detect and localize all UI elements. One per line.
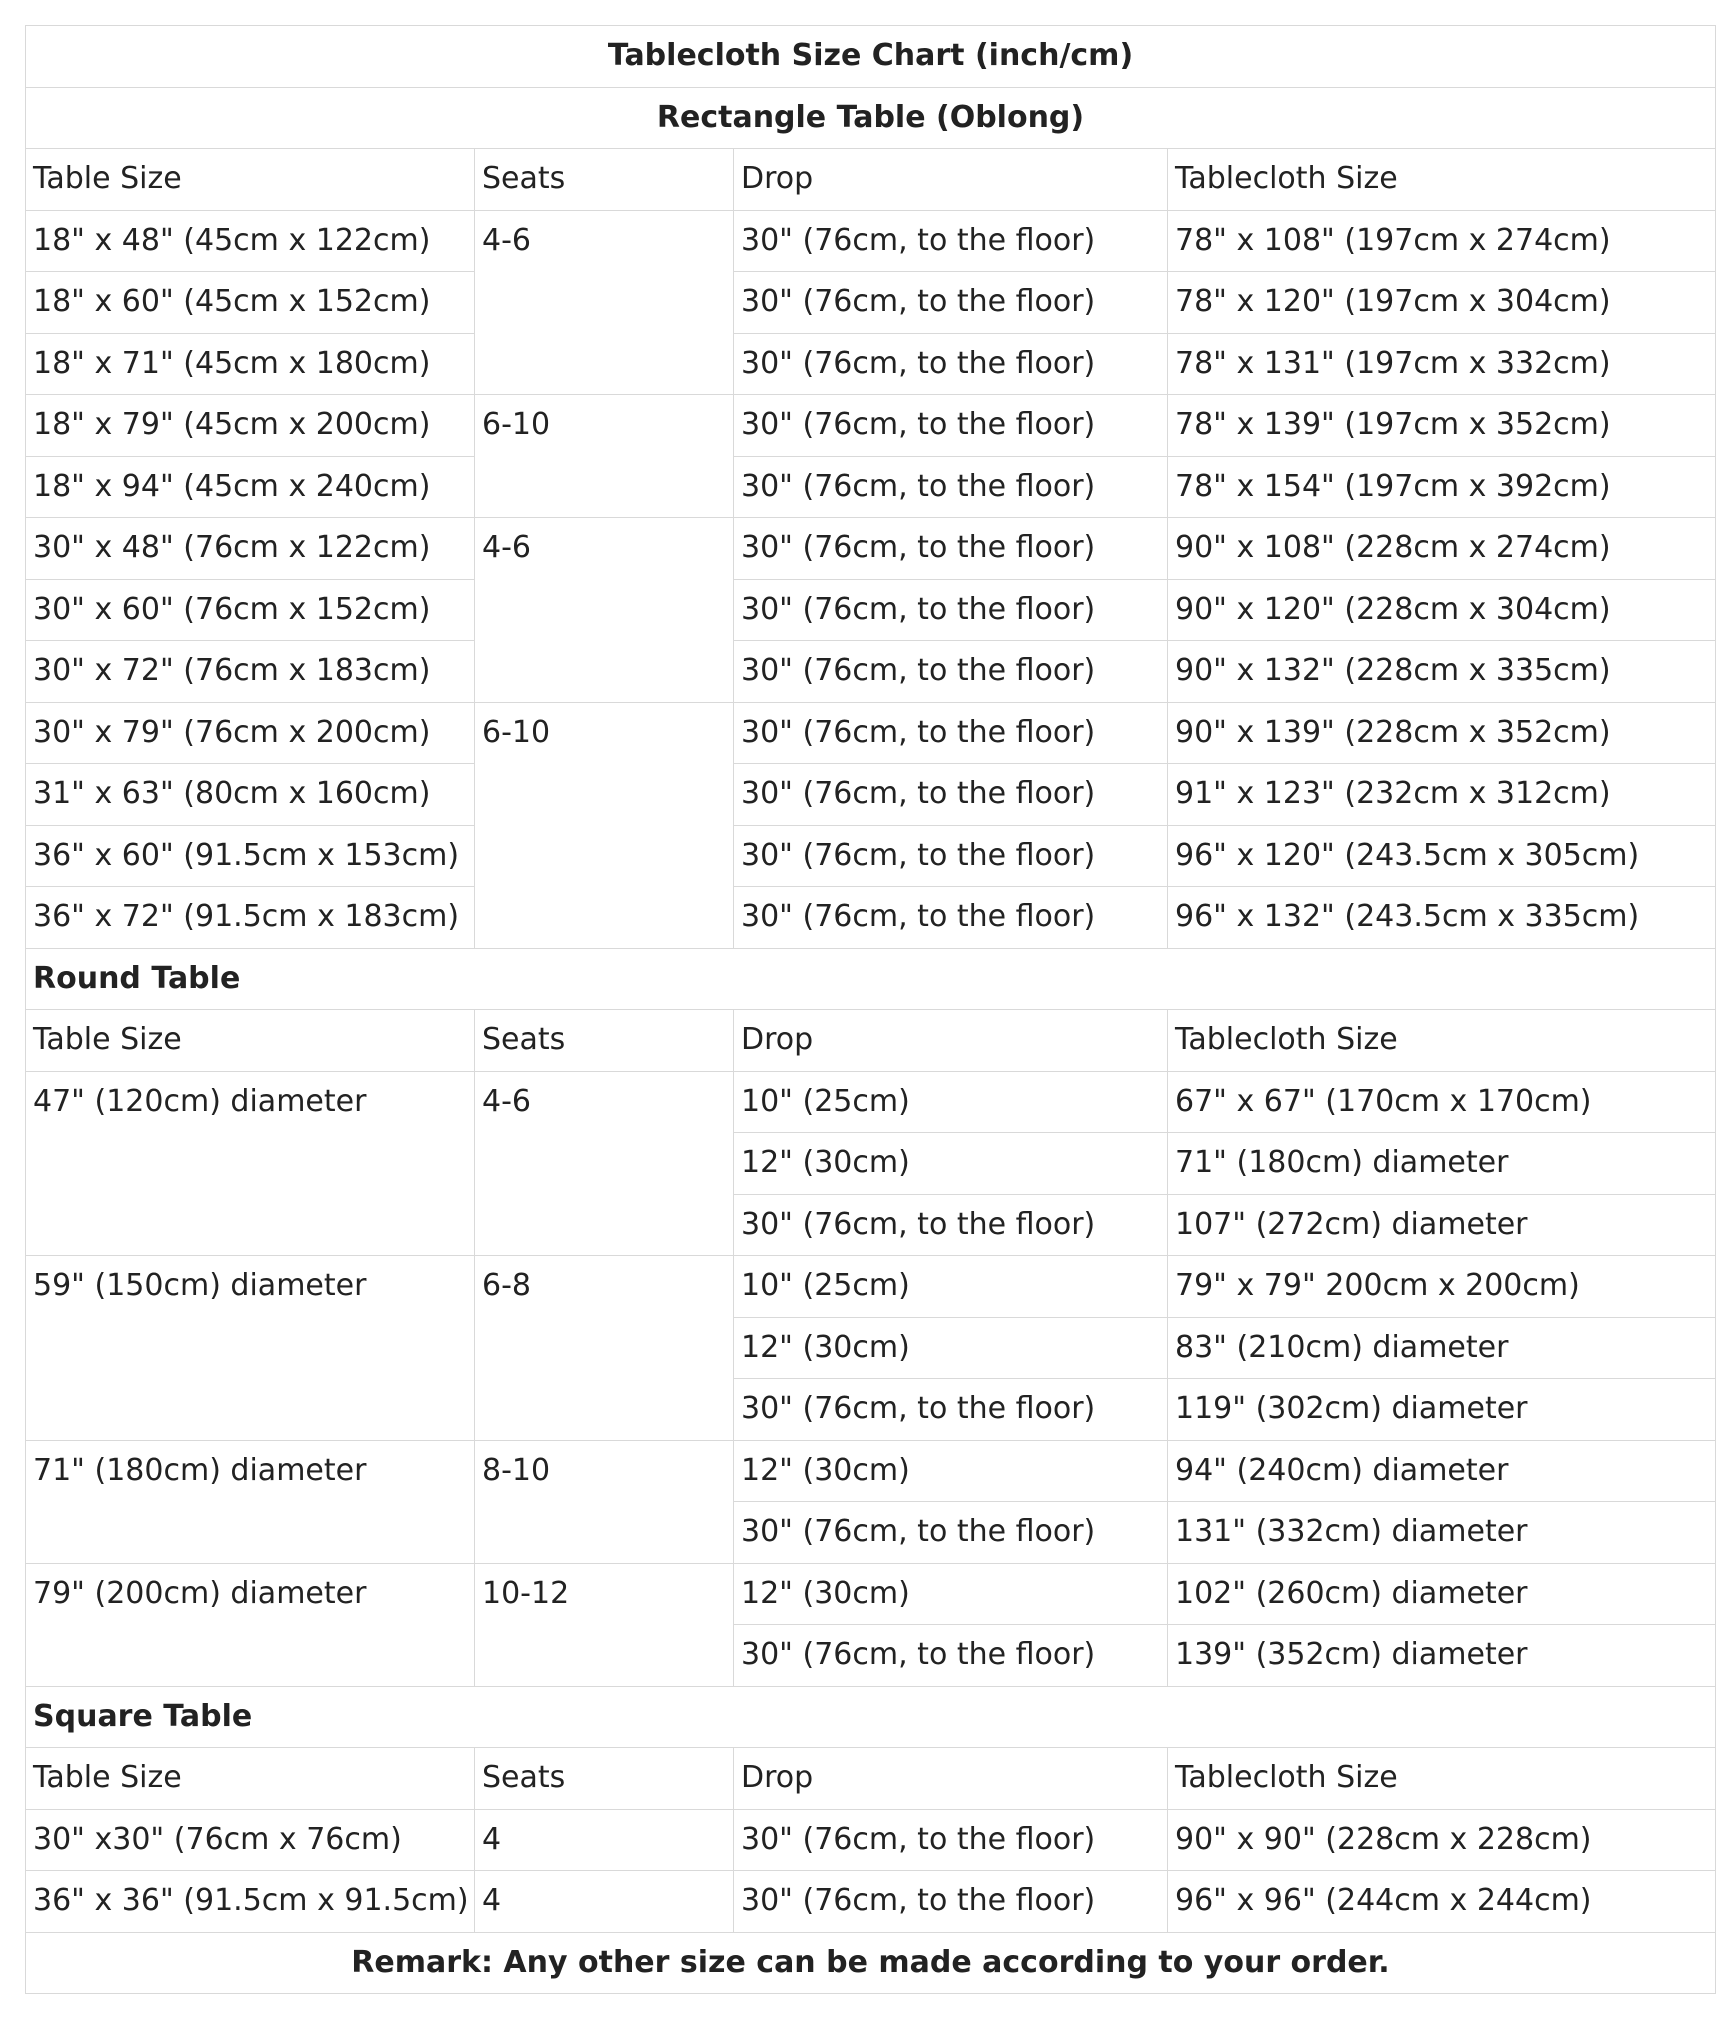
table-row [26, 641, 1716, 703]
drop-cell: 30" (76cm, to the floor) [734, 1502, 1168, 1564]
drop-cell: 30" (76cm, to the floor) [734, 1194, 1168, 1256]
table-row [26, 1256, 1716, 1318]
tablecloth-size-cell: 94" (240cm) diameter [1168, 1440, 1716, 1502]
tablecloth-size-cell: 78" x 139" (197cm x 352cm) [1168, 395, 1716, 457]
header-row [26, 1010, 1716, 1072]
section-row-square [26, 1686, 1716, 1748]
table-row [26, 272, 1716, 334]
drop-cell: 30" (76cm, to the floor) [734, 764, 1168, 826]
column-header-tablecloth-size: Tablecloth Size [1168, 149, 1716, 211]
table-row [26, 579, 1716, 641]
table-row [26, 1563, 1716, 1625]
drop-cell: 30" (76cm, to the floor) [734, 210, 1168, 272]
tablecloth-size-cell: 90" x 120" (228cm x 304cm) [1168, 579, 1716, 641]
section-row-rectangle [26, 87, 1716, 149]
drop-cell: 12" (30cm) [734, 1317, 1168, 1379]
column-header-seats: Seats [475, 1010, 734, 1072]
seats-cell: 6-8 [475, 1256, 734, 1441]
table-size-cell: 18" x 48" (45cm x 122cm) [26, 210, 475, 272]
seats-cell: 4 [475, 1809, 734, 1871]
drop-cell: 30" (76cm, to the floor) [734, 272, 1168, 334]
drop-cell: 30" (76cm, to the floor) [734, 1379, 1168, 1441]
seats-cell: 6-10 [475, 702, 734, 948]
table-size-cell: 30" x30" (76cm x 76cm) [26, 1809, 475, 1871]
drop-cell: 30" (76cm, to the floor) [734, 1809, 1168, 1871]
seats-cell: 4-6 [475, 518, 734, 703]
tablecloth-size-cell: 79" x 79" 200cm x 200cm) [1168, 1256, 1716, 1318]
drop-cell: 12" (30cm) [734, 1133, 1168, 1195]
seats-cell: 6-10 [475, 395, 734, 518]
tablecloth-size-cell: 139" (352cm) diameter [1168, 1625, 1716, 1687]
column-header-drop: Drop [734, 1748, 1168, 1810]
tablecloth-size-cell: 67" x 67" (170cm x 170cm) [1168, 1071, 1716, 1133]
tablecloth-size-cell: 91" x 123" (232cm x 312cm) [1168, 764, 1716, 826]
column-header-table-size: Table Size [26, 149, 475, 211]
table-row [26, 518, 1716, 580]
column-header-table-size: Table Size [26, 1010, 475, 1072]
drop-cell: 30" (76cm, to the floor) [734, 825, 1168, 887]
header-row [26, 149, 1716, 211]
table-size-cell: 30" x 48" (76cm x 122cm) [26, 518, 475, 580]
tablecloth-size-cell: 90" x 132" (228cm x 335cm) [1168, 641, 1716, 703]
tablecloth-size-cell: 78" x 131" (197cm x 332cm) [1168, 333, 1716, 395]
table-size-cell: 18" x 60" (45cm x 152cm) [26, 272, 475, 334]
table-size-cell: 18" x 71" (45cm x 180cm) [26, 333, 475, 395]
drop-cell: 30" (76cm, to the floor) [734, 579, 1168, 641]
drop-cell: 30" (76cm, to the floor) [734, 641, 1168, 703]
seats-cell: 8-10 [475, 1440, 734, 1563]
tablecloth-size-cell: 78" x 108" (197cm x 274cm) [1168, 210, 1716, 272]
table-size-cell: 30" x 72" (76cm x 183cm) [26, 641, 475, 703]
tablecloth-size-cell: 90" x 90" (228cm x 228cm) [1168, 1809, 1716, 1871]
chart-title: Tablecloth Size Chart (inch/cm) [26, 26, 1716, 88]
drop-cell: 30" (76cm, to the floor) [734, 1871, 1168, 1933]
tablecloth-size-cell: 107" (272cm) diameter [1168, 1194, 1716, 1256]
drop-cell: 30" (76cm, to the floor) [734, 702, 1168, 764]
tablecloth-size-cell: 119" (302cm) diameter [1168, 1379, 1716, 1441]
header-row [26, 1748, 1716, 1810]
remark-text: Remark: Any other size can be made according to your order. [26, 1932, 1716, 1994]
table-size-cell: 31" x 63" (80cm x 160cm) [26, 764, 475, 826]
tablecloth-size-cell: 90" x 139" (228cm x 352cm) [1168, 702, 1716, 764]
table-size-cell: 71" (180cm) diameter [26, 1440, 475, 1563]
section-heading-rectangle: Rectangle Table (Oblong) [26, 87, 1716, 149]
drop-cell: 30" (76cm, to the floor) [734, 518, 1168, 580]
table-row [26, 333, 1716, 395]
tablecloth-size-cell: 96" x 96" (244cm x 244cm) [1168, 1871, 1716, 1933]
table-size-cell: 36" x 72" (91.5cm x 183cm) [26, 887, 475, 949]
column-header-drop: Drop [734, 1010, 1168, 1072]
column-header-tablecloth-size: Tablecloth Size [1168, 1010, 1716, 1072]
drop-cell: 12" (30cm) [734, 1440, 1168, 1502]
table-row [26, 1809, 1716, 1871]
drop-cell: 30" (76cm, to the floor) [734, 1625, 1168, 1687]
table-size-cell: 18" x 79" (45cm x 200cm) [26, 395, 475, 457]
drop-cell: 30" (76cm, to the floor) [734, 456, 1168, 518]
tablecloth-size-cell: 71" (180cm) diameter [1168, 1133, 1716, 1195]
table-row [26, 702, 1716, 764]
table-size-cell: 36" x 36" (91.5cm x 91.5cm) [26, 1871, 475, 1933]
drop-cell: 10" (25cm) [734, 1256, 1168, 1318]
tablecloth-size-cell: 78" x 154" (197cm x 392cm) [1168, 456, 1716, 518]
tablecloth-size-cell: 78" x 120" (197cm x 304cm) [1168, 272, 1716, 334]
table-row [26, 210, 1716, 272]
table-row [26, 395, 1716, 457]
table-size-cell: 79" (200cm) diameter [26, 1563, 475, 1686]
column-header-tablecloth-size: Tablecloth Size [1168, 1748, 1716, 1810]
table-row [26, 887, 1716, 949]
table-size-cell: 30" x 79" (76cm x 200cm) [26, 702, 475, 764]
tablecloth-size-cell: 83" (210cm) diameter [1168, 1317, 1716, 1379]
table-row [26, 1071, 1716, 1133]
table-size-cell: 36" x 60" (91.5cm x 153cm) [26, 825, 475, 887]
seats-cell: 10-12 [475, 1563, 734, 1686]
seats-cell: 4 [475, 1871, 734, 1933]
table-size-cell: 59" (150cm) diameter [26, 1256, 475, 1441]
section-heading-round: Round Table [26, 948, 1716, 1010]
drop-cell: 30" (76cm, to the floor) [734, 887, 1168, 949]
column-header-seats: Seats [475, 1748, 734, 1810]
tablecloth-size-cell: 102" (260cm) diameter [1168, 1563, 1716, 1625]
table-size-cell: 18" x 94" (45cm x 240cm) [26, 456, 475, 518]
table-row [26, 764, 1716, 826]
section-heading-square: Square Table [26, 1686, 1716, 1748]
table-row [26, 1440, 1716, 1502]
section-row-round [26, 948, 1716, 1010]
tablecloth-size-cell: 131" (332cm) diameter [1168, 1502, 1716, 1564]
table-size-cell: 30" x 60" (76cm x 152cm) [26, 579, 475, 641]
table-row [26, 825, 1716, 887]
seats-cell: 4-6 [475, 210, 734, 395]
tablecloth-size-cell: 96" x 120" (243.5cm x 305cm) [1168, 825, 1716, 887]
remark-row [26, 1932, 1716, 1994]
drop-cell: 12" (30cm) [734, 1563, 1168, 1625]
tablecloth-size-cell: 96" x 132" (243.5cm x 335cm) [1168, 887, 1716, 949]
tablecloth-size-table [25, 25, 1716, 1994]
column-header-seats: Seats [475, 149, 734, 211]
title-row [26, 26, 1716, 88]
table-row [26, 456, 1716, 518]
table-size-cell: 47" (120cm) diameter [26, 1071, 475, 1256]
drop-cell: 30" (76cm, to the floor) [734, 395, 1168, 457]
table-row [26, 1871, 1716, 1933]
column-header-table-size: Table Size [26, 1748, 475, 1810]
column-header-drop: Drop [734, 149, 1168, 211]
seats-cell: 4-6 [475, 1071, 734, 1256]
tablecloth-size-cell: 90" x 108" (228cm x 274cm) [1168, 518, 1716, 580]
drop-cell: 10" (25cm) [734, 1071, 1168, 1133]
drop-cell: 30" (76cm, to the floor) [734, 333, 1168, 395]
